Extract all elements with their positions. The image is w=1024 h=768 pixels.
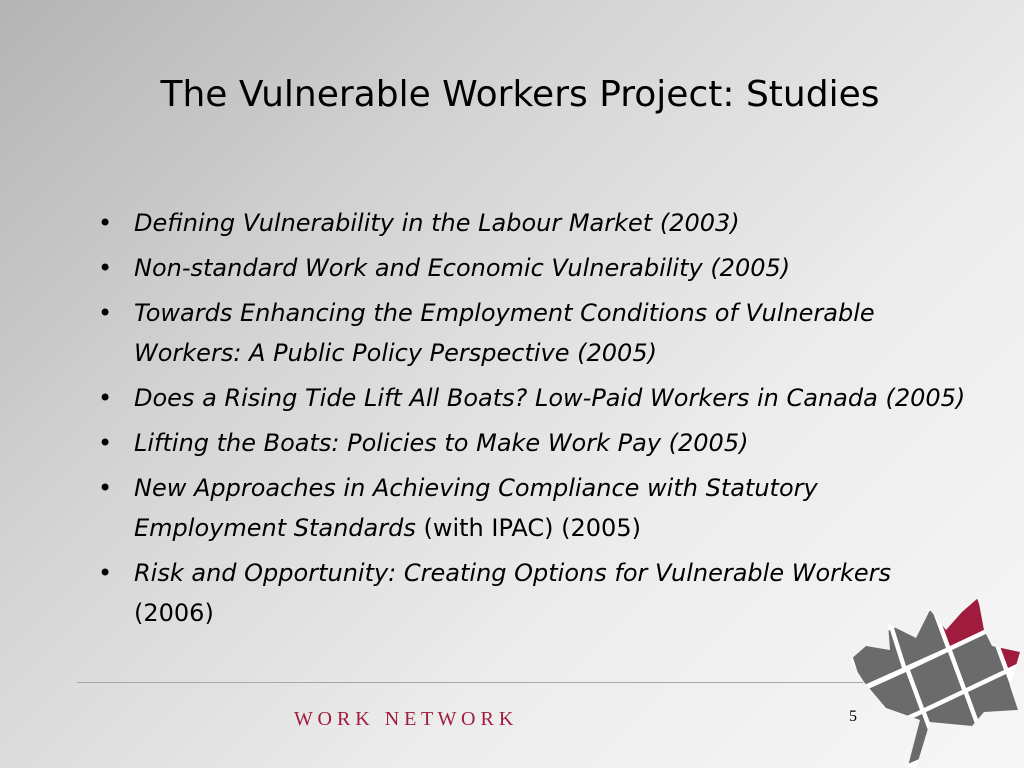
footer-divider [77, 682, 863, 683]
list-item: • Risk and Opportunity: Creating Options for Vulnerable Workers (2006) [96, 553, 966, 633]
footer-brand: W O R K N E T W O R K [294, 708, 514, 730]
list-item: • New Approaches in Achieving Compliance with Statutory Employment Standards (with IPAC) (2005) [96, 468, 966, 548]
list-item: • Towards Enhancing the Employment Conditions of Vulnerable Workers: A Public Policy Perspective (2005) [96, 293, 966, 373]
list-item: • Does a Rising Tide Lift All Boats? Low-Paid Workers in Canada (2005) [96, 378, 966, 418]
list-item: • Defining Vulnerability in the Labour Market (2003) [96, 203, 966, 243]
bullet-icon: • [98, 429, 113, 457]
maple-leaf-logo [850, 590, 1024, 768]
page-number: 5 [849, 708, 857, 725]
bullet-icon: • [98, 209, 113, 237]
bullet-icon: • [98, 559, 113, 587]
slide-title: The Vulnerable Workers Project: Studies [160, 74, 880, 115]
bullet-icon: • [98, 254, 113, 282]
list-item: • Lifting the Boats: Policies to Make Work Pay (2005) [96, 423, 966, 463]
study-list [96, 203, 966, 638]
bullet-icon: • [98, 384, 113, 412]
bullet-icon: • [98, 299, 113, 327]
bullet-icon: • [98, 474, 113, 502]
list-item: • Non-standard Work and Economic Vulnerability (2005) [96, 248, 966, 288]
